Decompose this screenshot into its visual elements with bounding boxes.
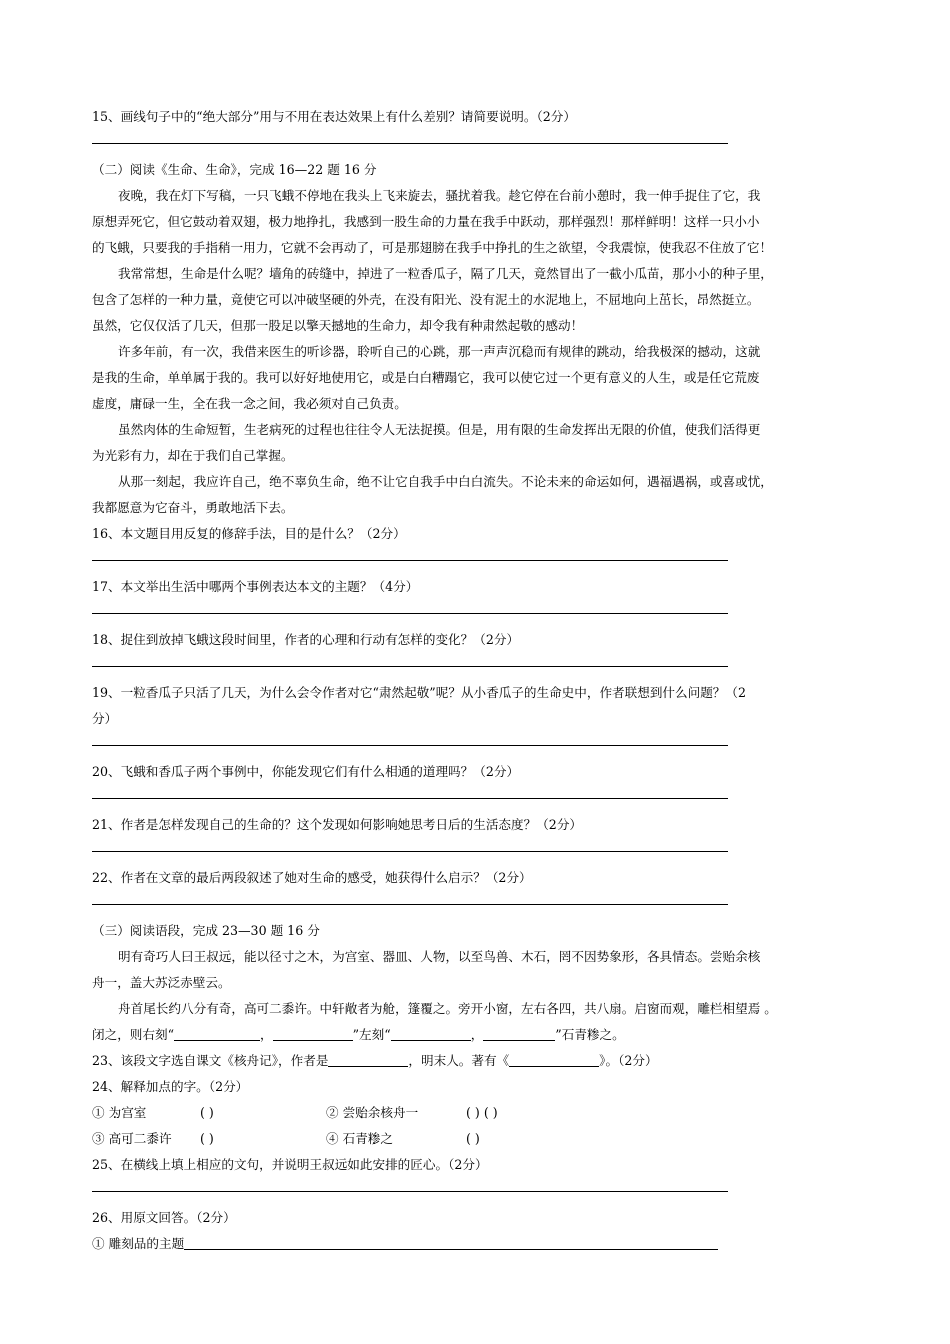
book-blank[interactable] bbox=[509, 1052, 599, 1067]
q23-text: 》。（2分） bbox=[599, 1053, 658, 1068]
q26-answer-1[interactable] bbox=[184, 1235, 718, 1250]
question-23 bbox=[92, 1048, 862, 1074]
question-21: 21、作者是怎样发现自己的生命的？这个发现如何影响她思考日后的生活态度？（2分） bbox=[92, 817, 583, 832]
fill-text: ”左刻“ bbox=[352, 1027, 391, 1042]
passage-line: 我都愿意为它奋斗，勇敢地活下去。 bbox=[92, 500, 294, 515]
q26-item-1 bbox=[92, 1231, 862, 1257]
answer-line-18[interactable] bbox=[92, 665, 728, 667]
passage-line: 虚度，庸碌一生，全在我一念之间，我必须对自己负责。 bbox=[92, 396, 407, 411]
q26-label: ① 雕刻品的主题 bbox=[92, 1236, 185, 1251]
author-blank[interactable] bbox=[328, 1052, 408, 1067]
passage-line: 虽然，它仅仅活了几天，但那一股足以擎天撼地的生命力，却令我有种肃然起敬的感动！ bbox=[92, 318, 584, 333]
question-25: 25、在横线上填上相应的文句，并说明王叔远如此安排的匠心。（2分） bbox=[92, 1157, 488, 1172]
question-17: 17、本文举出生活中哪两个事例表达本文的主题？（4分） bbox=[92, 579, 419, 594]
answer-line-17[interactable] bbox=[92, 612, 728, 614]
q24-row-1 bbox=[92, 1100, 862, 1126]
question-15: 15、画线句子中的“绝大部分”用与不用在表达效果上有什么差别？请简要说明。（2分） bbox=[92, 109, 576, 124]
question-18: 18、捉住到放掉飞蛾这段时间里，作者的心理和行动有怎样的变化？（2分） bbox=[92, 632, 520, 647]
fill-text: ”石青糁之。 bbox=[555, 1027, 625, 1042]
classical-line: 明有奇巧人曰王叔远，能以径寸之木，为宫室、器皿、人物，以至鸟兽、木石，罔不因势象形，各具情态。尝贻余核 bbox=[118, 949, 761, 964]
answer-line-16[interactable] bbox=[92, 559, 728, 561]
exam-page bbox=[92, 104, 862, 1257]
answer-line-15[interactable] bbox=[92, 142, 728, 144]
q24-answer-4[interactable]: ( ) bbox=[466, 1131, 480, 1146]
passage-line: 原想弄死它，但它鼓动着双翅，极力地挣扎，我感到一股生命的力量在我手中跃动，那样强烈！那样鲜明！这样一只小小 bbox=[92, 214, 760, 229]
answer-line-22[interactable] bbox=[92, 903, 728, 905]
section-2-heading: （二）阅读《生命、生命》，完成 16—22 题 16 分 bbox=[92, 162, 377, 177]
fill-text: ， bbox=[260, 1027, 273, 1042]
dotted-char: 为 bbox=[108, 1105, 122, 1120]
passage-line: 虽然肉体的生命短暂，生老病死的过程也往往令人无法捉摸。但是，用有限的生命发挥出无限的价值，使我们活得更 bbox=[118, 422, 761, 437]
question-19: 19、一粒香瓜子只活了几天，为什么会令作者对它“肃然起敬”呢？从小香瓜子的生命史中，作者联想到什么问题？（2 bbox=[92, 685, 747, 700]
passage-line: 是我的生命，单单属于我的。我可以好好地使用它，或是白白糟蹋它，我可以使它过一个更有意义的人生，或是任它荒废 bbox=[92, 370, 760, 385]
fill-text: ， bbox=[470, 1027, 484, 1042]
classical-line: 舟一，盖大苏泛赤壁云。 bbox=[92, 975, 231, 990]
passage-line: 包含了怎样的一种力量，竟使它可以冲破坚硬的外壳，在没有阳光、没有泥土的水泥地上，不屈地向上茁长，昂然挺立。 bbox=[92, 292, 760, 307]
passage-line: 的飞蛾，只要我的手指稍一用力，它就不会再动了，可是那翅膀在我手中挣扎的生之欲望，令我震惊，使我忍不住放了它！ bbox=[92, 240, 773, 255]
q23-text: 23、该段文字选自课文《核舟记》，作者是 bbox=[92, 1053, 329, 1068]
dotted-char: 贻 bbox=[355, 1105, 368, 1120]
dotted-char: 可 bbox=[121, 1131, 134, 1146]
classical-line: 舟首尾长约八分有奇，高可二黍许。中轩敞者为舱，篷覆之。旁开小窗，左右各四，共八扇。启窗而观，雕栏相望焉 。 bbox=[118, 1001, 777, 1016]
answer-line-20[interactable] bbox=[92, 797, 728, 799]
answer-line-25[interactable] bbox=[92, 1190, 728, 1192]
fill-blank-right-1[interactable] bbox=[174, 1026, 260, 1041]
passage-line: 许多年前，有一次，我借来医生的听诊器，聆听自己的心跳，那一声声沉稳而有规律的跳动，给我极深的撼动，这就 bbox=[118, 344, 761, 359]
fill-blank-left-2[interactable] bbox=[483, 1026, 555, 1041]
fill-text: 闭之，则右刻“ bbox=[92, 1027, 175, 1042]
q24-item-3: ③ 高可二黍许 bbox=[92, 1131, 172, 1146]
fill-blank-left-1[interactable] bbox=[391, 1026, 471, 1041]
q24-item-1: ① 为宫室 bbox=[92, 1105, 147, 1120]
question-24: 24、解释加点的字。（2分） bbox=[92, 1079, 249, 1094]
passage-line: 为光彩有力，却在于我们自己掌握。 bbox=[92, 448, 294, 463]
question-26: 26、用原文回答。（2分） bbox=[92, 1210, 236, 1225]
section-3-heading: （三）阅读语段，完成 23—30 题 16 分 bbox=[92, 923, 320, 938]
q24-item-2: ② 尝贻余核舟一 bbox=[326, 1105, 419, 1120]
q24-item-4: ④ 石青糁之 bbox=[326, 1131, 393, 1146]
passage-line: 从那一刻起，我应许自己，绝不辜负生命，绝不让它自我手中白白流失。不论未来的命运如何，遇福遇祸，或喜或忧， bbox=[118, 474, 773, 489]
question-16: 16、本文题目用反复的修辞手法，目的是什么？（2分） bbox=[92, 526, 406, 541]
classical-fill-line bbox=[92, 1022, 862, 1048]
passage-line: 夜晚，我在灯下写稿，一只飞蛾不停地在我头上飞来旋去，骚扰着我。趁它停在台前小憩时，我一伸手捉住了它，我 bbox=[118, 188, 761, 203]
q23-text: ，明末人。著有《 bbox=[408, 1053, 510, 1068]
q24-answer-1[interactable]: ( ) bbox=[200, 1105, 214, 1120]
q24-row-2 bbox=[92, 1126, 862, 1152]
question-22: 22、作者在文章的最后两段叙述了她对生命的感受，她获得什么启示？（2分） bbox=[92, 870, 532, 885]
answer-line-19[interactable] bbox=[92, 744, 728, 746]
q24-answer-2[interactable]: ( ) ( ) bbox=[466, 1105, 498, 1120]
dotted-char: 糁 bbox=[367, 1131, 381, 1146]
q24-answer-3[interactable]: ( ) bbox=[200, 1131, 214, 1146]
passage-line: 我常常想，生命是什么呢？墙角的砖缝中，掉进了一粒香瓜子，隔了几天，竟然冒出了一截小瓜苗，那小小的种子里， bbox=[118, 266, 773, 281]
question-19-cont: 分） bbox=[92, 711, 118, 726]
answer-line-21[interactable] bbox=[92, 850, 728, 852]
fill-blank-right-2[interactable] bbox=[273, 1026, 353, 1041]
question-20: 20、飞蛾和香瓜子两个事例中，你能发现它们有什么相通的道理吗？（2分） bbox=[92, 764, 520, 779]
